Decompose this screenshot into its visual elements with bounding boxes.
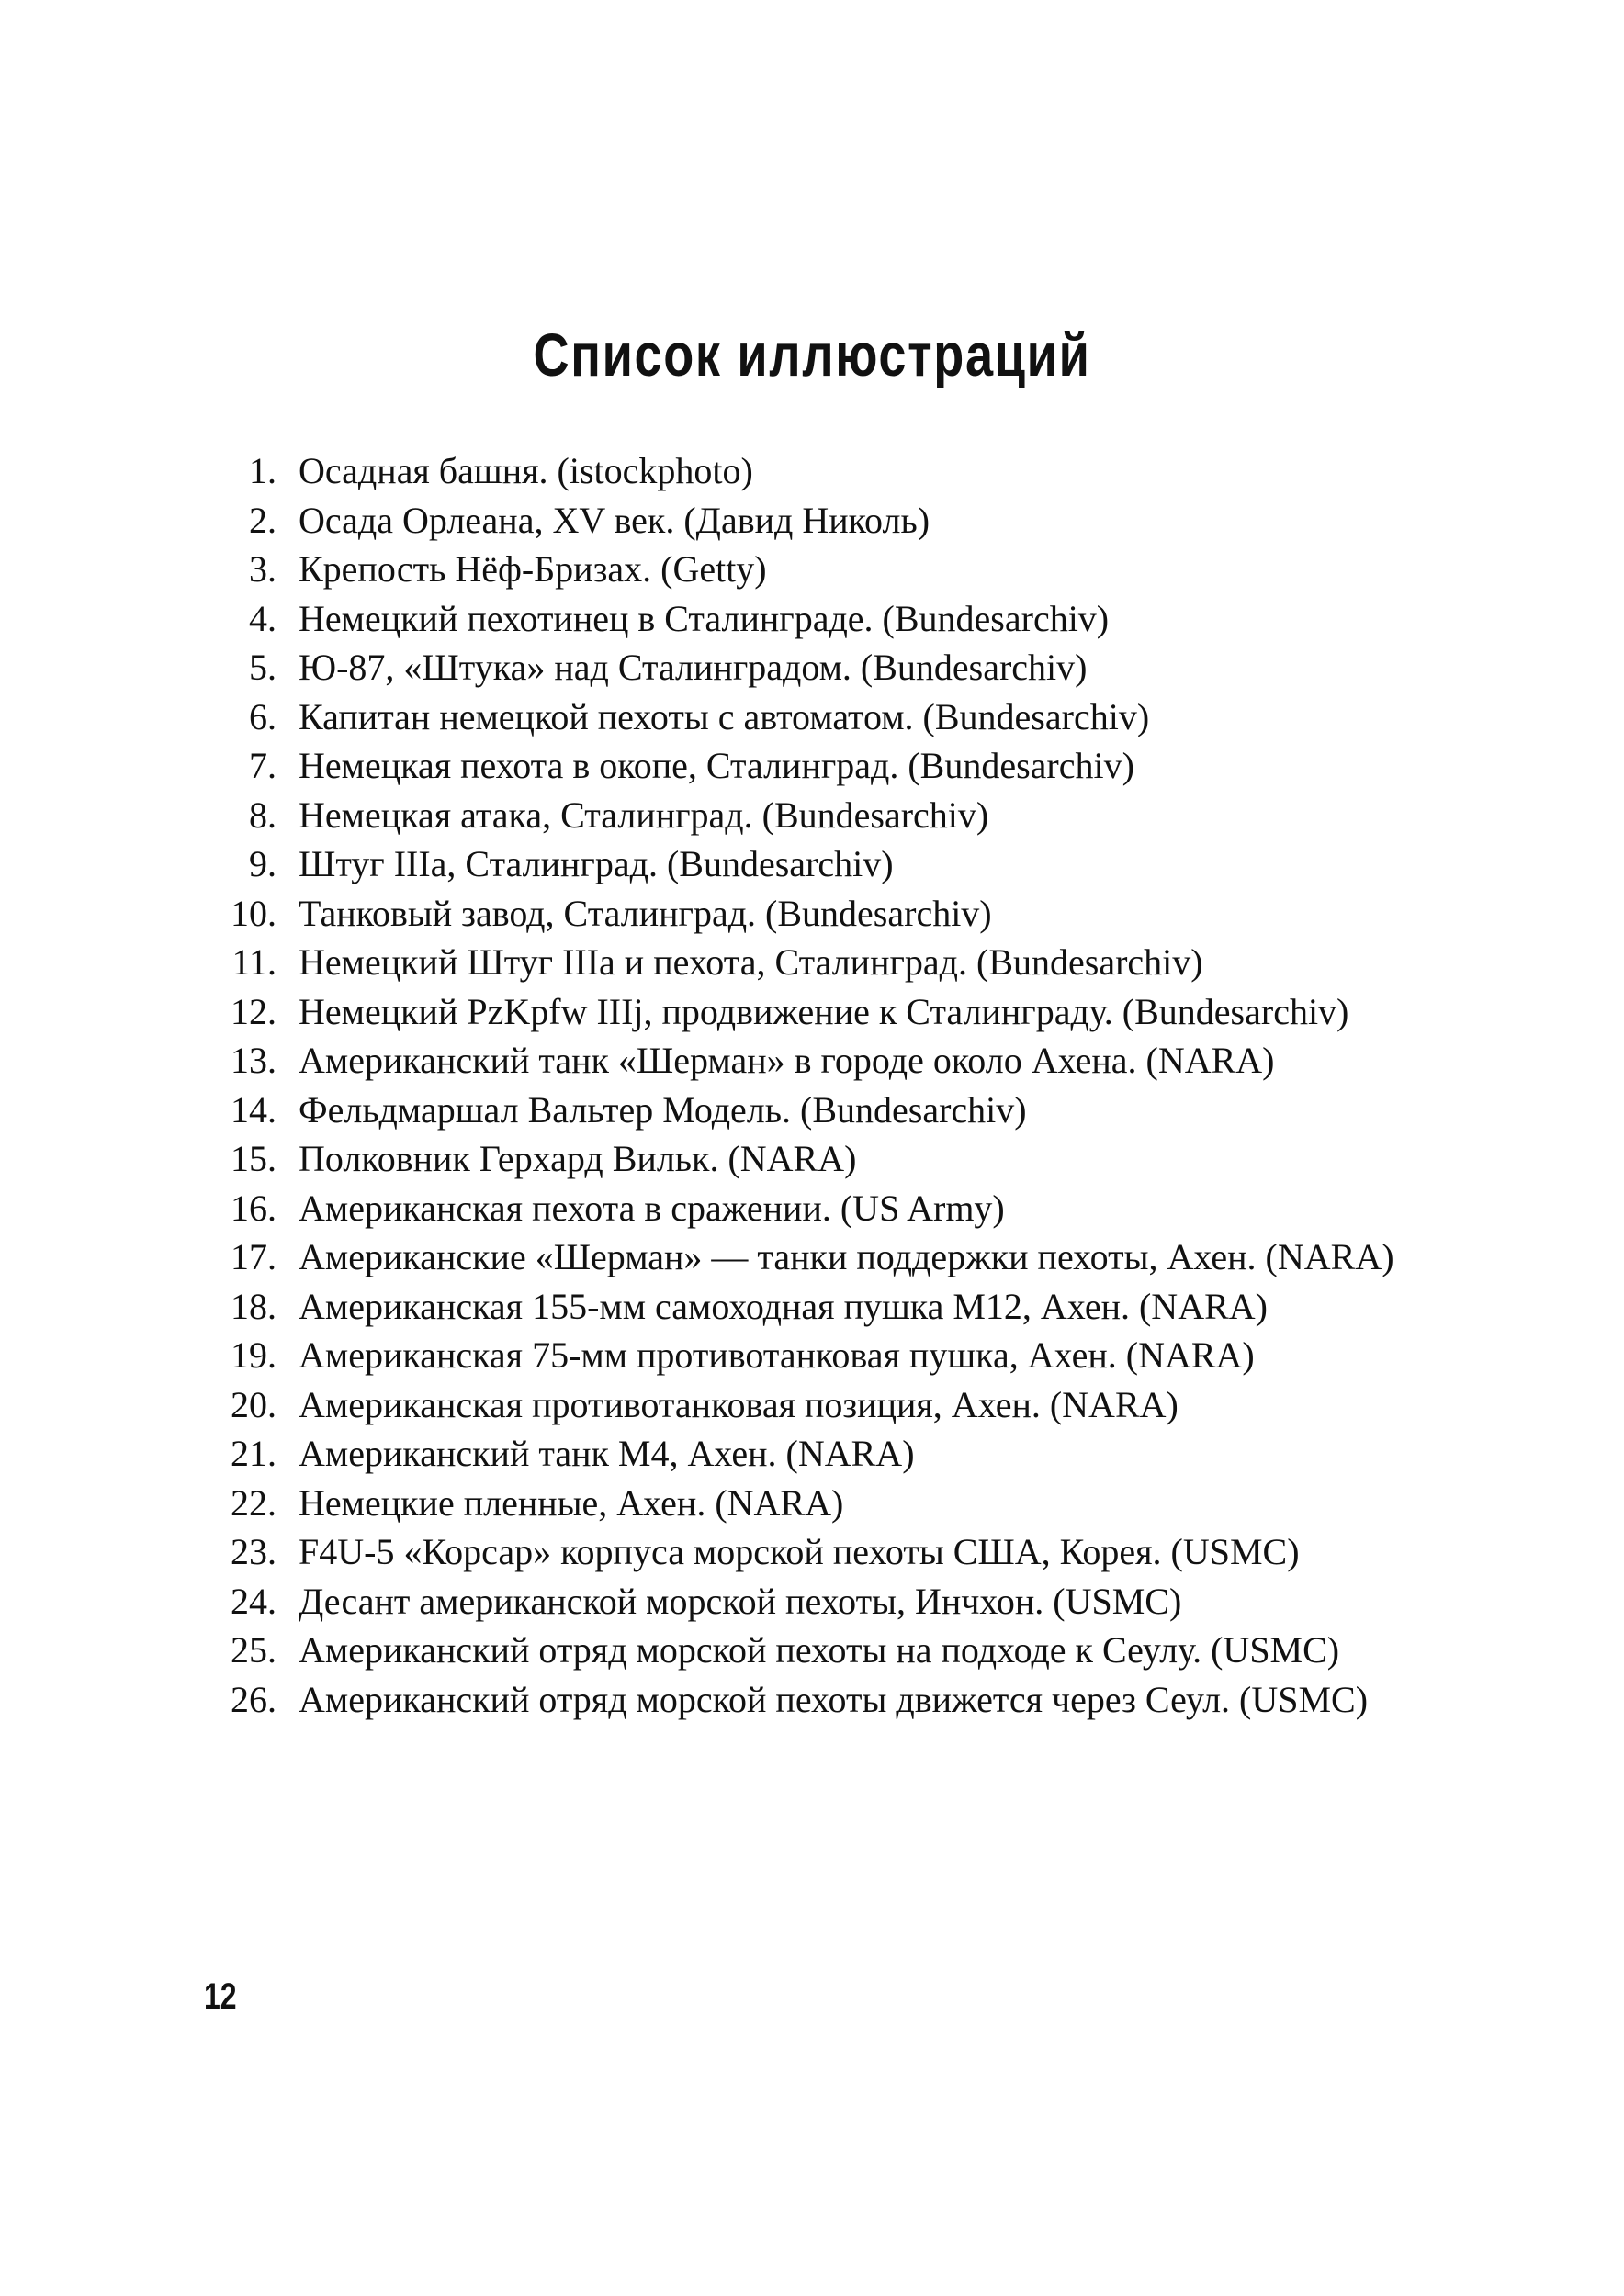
item-caption: Десант американской морской пехоты, Инчхон. (USMC): [299, 1580, 1182, 1622]
list-item: [197, 1577, 1428, 1626]
item-number: 13.: [231, 1040, 276, 1081]
item-number: 23.: [231, 1531, 276, 1572]
item-caption: Немецкий пехотинец в Сталинграде. (Bundesarchiv): [299, 597, 1110, 639]
item-caption: Американская пехота в сражении. (US Army): [299, 1187, 1005, 1229]
list-item: [197, 791, 1428, 840]
item-caption: Американский танк M4, Ахен. (NARA): [299, 1433, 915, 1474]
item-number: 5.: [249, 647, 276, 688]
list-item: [197, 446, 1428, 496]
list-item: [197, 1184, 1428, 1233]
list-item: [197, 1479, 1428, 1528]
list-item: [197, 1086, 1428, 1135]
item-number: 25.: [231, 1629, 276, 1671]
list-item: [197, 1429, 1428, 1479]
list-item: [197, 1232, 1428, 1282]
item-number: 24.: [231, 1580, 276, 1622]
item-number: 22.: [231, 1481, 276, 1524]
item-number: 19.: [231, 1334, 276, 1376]
item-caption: Американская противотанковая позиция, Ахен. (NARA): [299, 1383, 1179, 1425]
item-caption: Немецкие пленные, Ахен. (NARA): [299, 1481, 844, 1524]
list-item: [197, 839, 1428, 889]
item-caption: Фельдмаршал Вальтер Модель. (Bundesarchiv): [299, 1088, 1027, 1131]
list-item: [197, 1282, 1428, 1332]
item-number: 2.: [249, 499, 276, 541]
list-item: [197, 1036, 1428, 1086]
item-number: 9.: [249, 843, 276, 884]
list-item: [197, 1134, 1428, 1184]
item-caption: Полковник Герхард Вильк. (NARA): [299, 1138, 857, 1179]
item-number: 11.: [231, 941, 276, 983]
list-item: [197, 1331, 1428, 1380]
list-item: [197, 987, 1428, 1037]
list-item: [197, 496, 1428, 546]
list-item: [197, 545, 1428, 594]
item-caption: Танковый завод, Сталинград. (Bundesarchiv): [299, 892, 992, 934]
item-caption: Немецкий Штуг IIIa и пехота, Сталинград. (Bundesarchiv): [299, 941, 1203, 983]
item-caption: Немецкая атака, Сталинград. (Bundesarchiv): [299, 793, 989, 836]
list-item: [197, 1675, 1428, 1725]
page-title: Список иллюстраций: [533, 321, 1091, 388]
list-item: [197, 741, 1428, 791]
list-item: [197, 1626, 1428, 1675]
item-number: 15.: [231, 1138, 276, 1179]
item-caption: Ю-87, «Штука» над Сталинградом. (Bundesarchiv): [299, 647, 1088, 688]
item-caption: Осада Орлеана, XV век. (Давид Николь): [299, 499, 930, 541]
item-number: 21.: [231, 1433, 276, 1474]
list-item: [197, 1380, 1428, 1430]
item-caption: Капитан немецкой пехоты с автоматом. (Bundesarchiv): [299, 695, 1150, 737]
list-item: [197, 594, 1428, 644]
item-caption: Американский отряд морской пехоты движется через Сеул. (USMC): [299, 1678, 1369, 1720]
item-caption: Американские «Шерман» — танки поддержки пехоты, Ахен. (NARA): [299, 1236, 1394, 1277]
item-caption: Осадная башня. (istockphoto): [299, 450, 753, 491]
item-number: 3.: [249, 548, 276, 590]
illustration-list: [197, 446, 1428, 1724]
list-item: [197, 1527, 1428, 1577]
item-number: 18.: [231, 1285, 276, 1327]
item-caption: Американский отряд морской пехоты на подходе к Сеулу. (USMC): [299, 1629, 1340, 1671]
item-number: 17.: [231, 1236, 276, 1277]
item-caption: Крепость Нёф-Бризах. (Getty): [299, 548, 767, 590]
item-caption: Немецкая пехота в окопе, Сталинград. (Bundesarchiv): [299, 745, 1134, 786]
item-number: 26.: [231, 1678, 276, 1720]
list-item: [197, 938, 1428, 987]
item-number: 14.: [231, 1088, 276, 1131]
item-caption: Американская 155-мм самоходная пушка M12, Ахен. (NARA): [299, 1285, 1268, 1327]
list-item: [197, 643, 1428, 692]
item-caption: Немецкий PzKpfw IIIj, продвижение к Сталинграду. (Bundesarchiv): [299, 990, 1349, 1032]
item-number: 12.: [231, 990, 276, 1032]
item-number: 4.: [249, 597, 276, 639]
item-caption: F4U-5 «Корсар» корпуса морской пехоты США, Корея. (USMC): [299, 1531, 1300, 1572]
item-caption: Штуг IIIa, Сталинград. (Bundesarchiv): [299, 843, 894, 884]
list-item: [197, 889, 1428, 939]
item-caption: Американский танк «Шерман» в городе около Ахена. (NARA): [299, 1040, 1275, 1081]
item-number: 16.: [231, 1187, 276, 1229]
item-number: 6.: [249, 695, 276, 737]
item-caption: Американская 75-мм противотанковая пушка, Ахен. (NARA): [299, 1334, 1255, 1376]
page-number: 12: [204, 1976, 237, 2017]
item-number: 10.: [231, 892, 276, 934]
item-number: 8.: [249, 793, 276, 836]
item-number: 20.: [231, 1383, 276, 1425]
item-number: 7.: [249, 745, 276, 786]
list-item: [197, 692, 1428, 742]
item-number: 1.: [249, 450, 276, 491]
